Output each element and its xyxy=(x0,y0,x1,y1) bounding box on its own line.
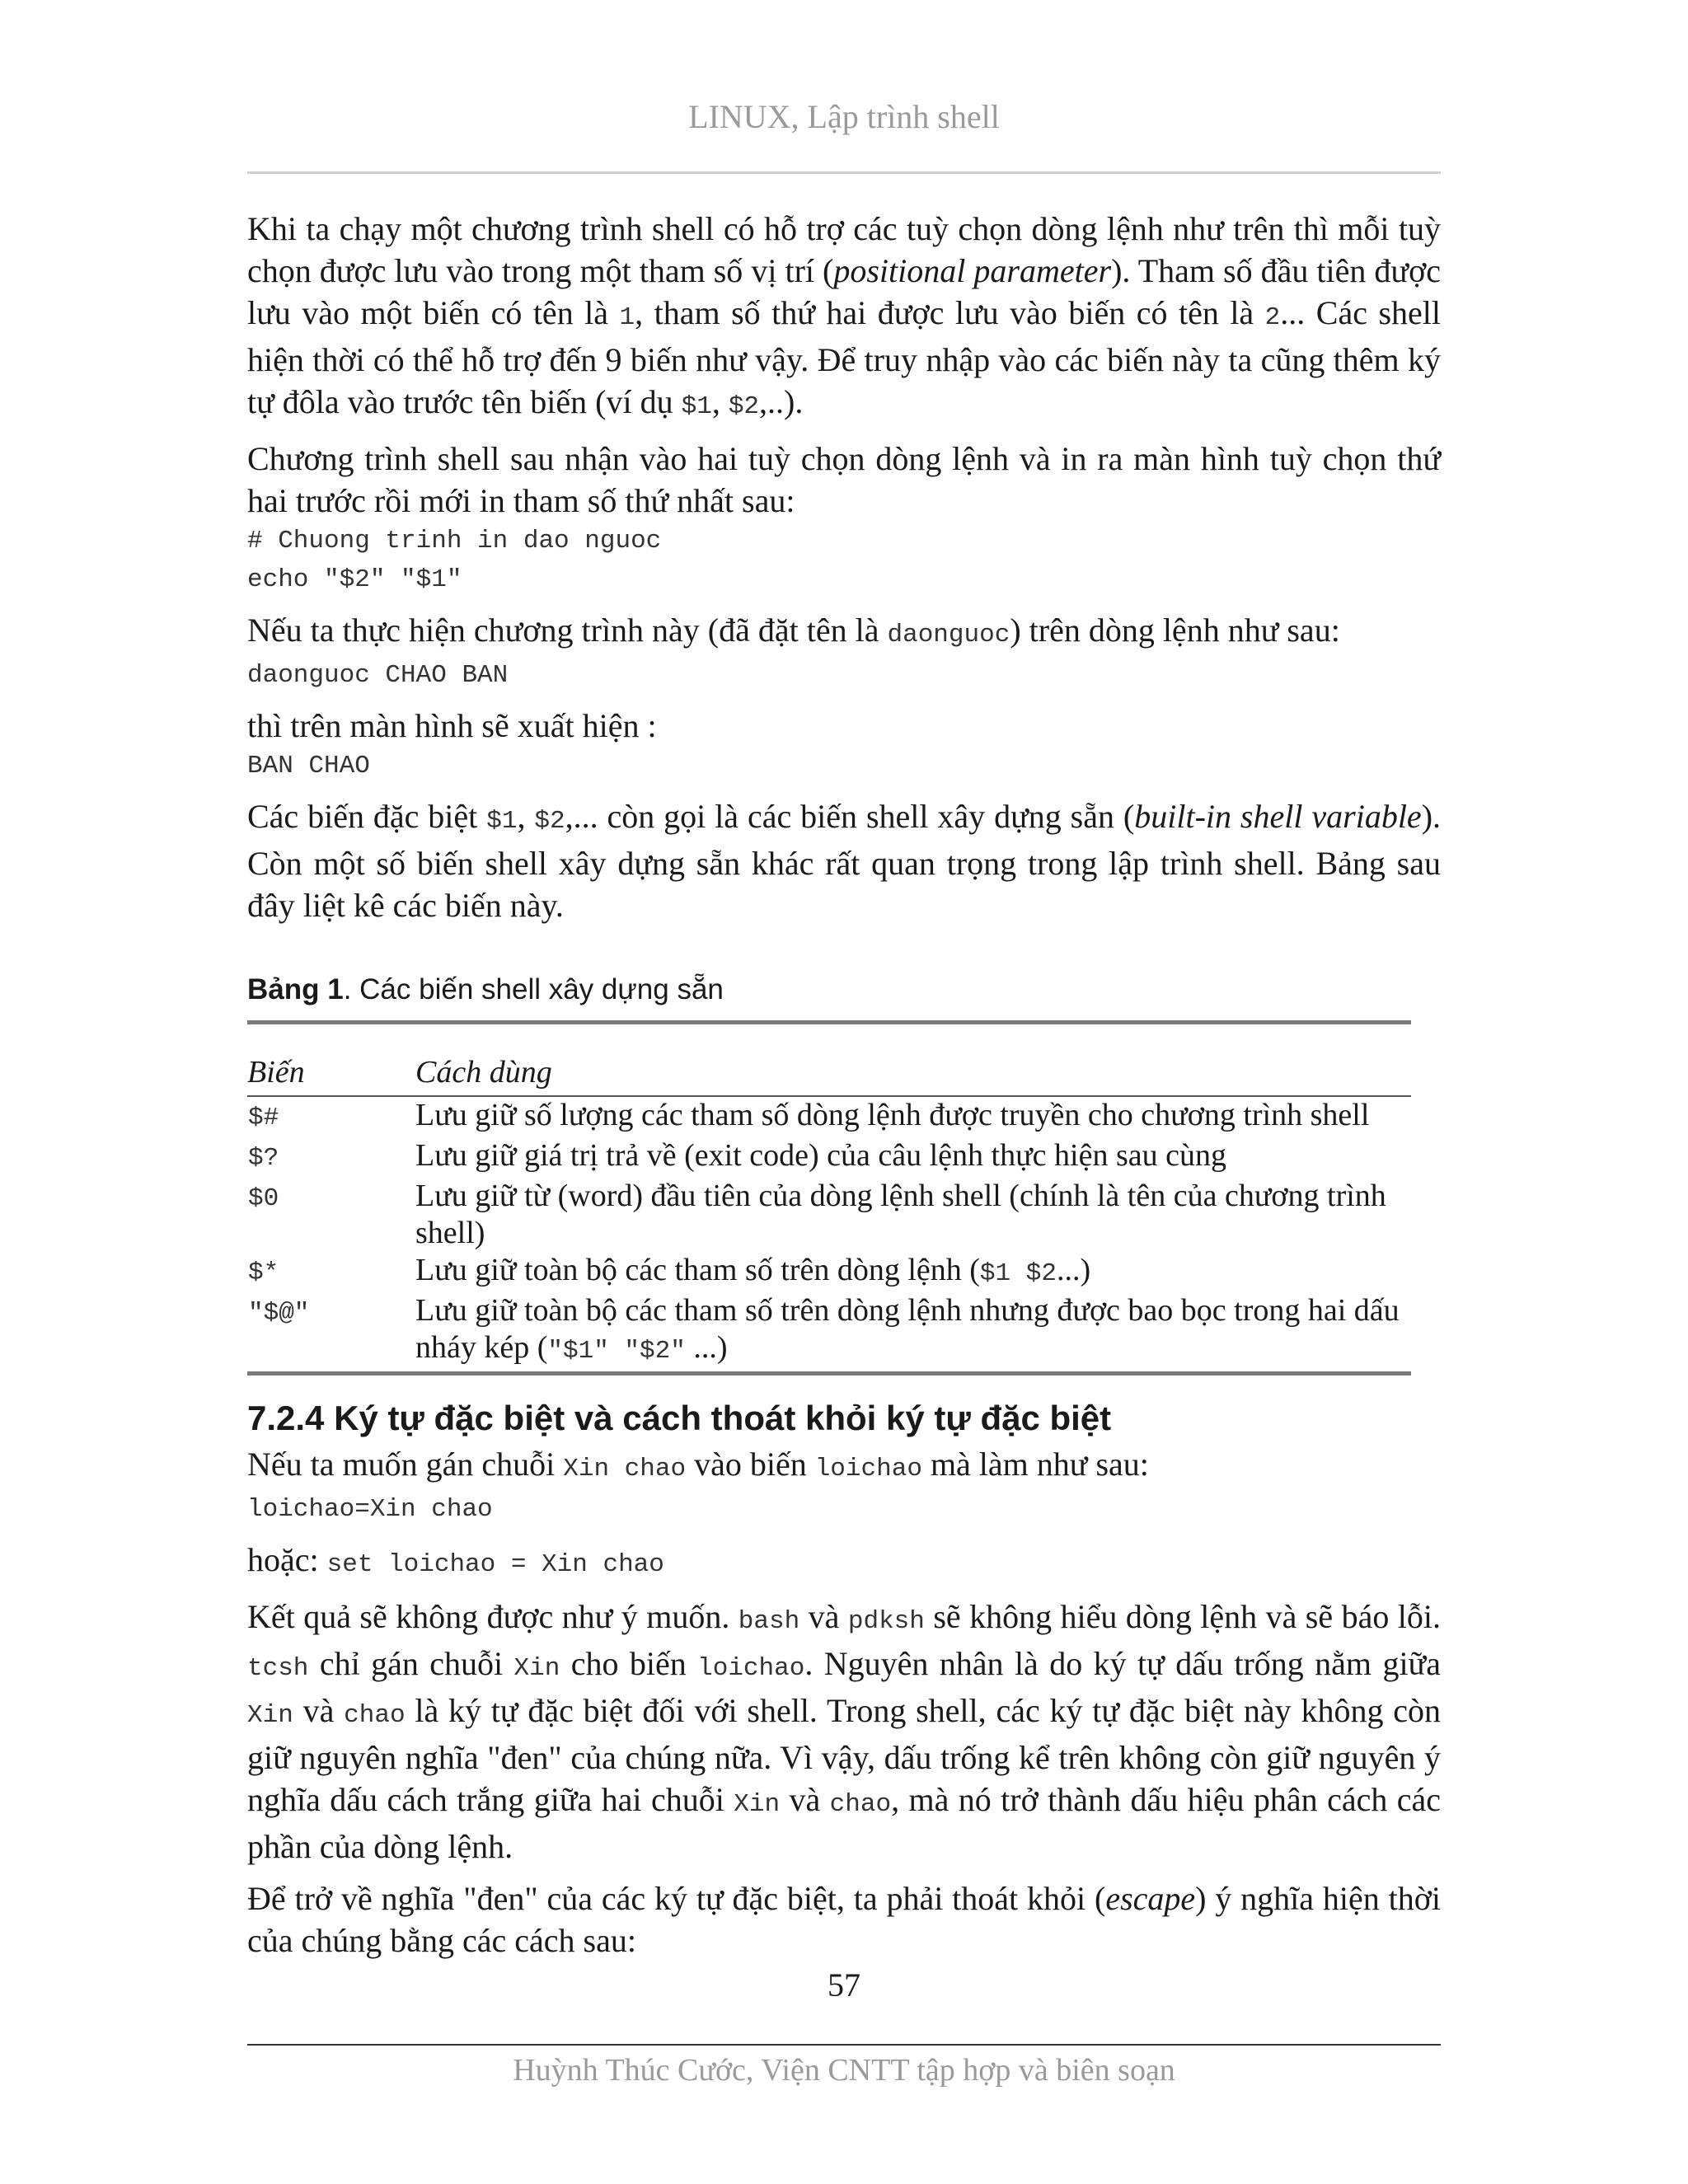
text: ). Còn một số biến shell xây dựng sẵn khác rất quan trọng trong lập trình shell. Bảng sau đây liệt kê các biến này. xyxy=(247,798,1442,924)
inline-code: Xin chao xyxy=(563,1455,687,1483)
header-rule xyxy=(247,171,1441,174)
paragraph-output-intro: thì trên màn hình sẽ xuất hiện : xyxy=(247,707,657,744)
inline-code: $1 $2 xyxy=(979,1259,1057,1288)
section-heading: 7.2.4 Ký tự đặc biệt và cách thoát khỏi ký tự đặc biệt xyxy=(247,1399,1112,1437)
inline-code: bash xyxy=(738,1607,800,1636)
text: , xyxy=(711,383,729,420)
column-header-variable: Biến xyxy=(247,1052,415,1096)
text: Các biến đặc biệt xyxy=(247,798,487,835)
text: và xyxy=(780,1781,830,1818)
text: chỉ gán chuỗi xyxy=(308,1645,514,1682)
inline-code: set loichao = Xin chao xyxy=(326,1550,664,1579)
text: sẽ không hiểu dòng lệnh và sẽ báo lỗi. xyxy=(924,1598,1441,1635)
text: , xyxy=(517,798,535,835)
inline-code: $2 xyxy=(534,807,565,836)
code-line: # Chuong trinh in dao nguoc xyxy=(247,527,662,555)
inline-code: 1 xyxy=(619,303,635,332)
text: và xyxy=(293,1692,345,1729)
column-header-usage: Cách dùng xyxy=(415,1052,1411,1096)
running-header: LINUX, Lập trình shell xyxy=(688,98,1000,135)
usage-cell xyxy=(415,1252,1411,1292)
text: cho biến xyxy=(560,1645,698,1682)
inline-code: chao xyxy=(344,1701,406,1730)
inline-code: pdksh xyxy=(847,1607,925,1636)
inline-code: 2 xyxy=(1264,303,1281,332)
text: vào biến xyxy=(686,1446,815,1483)
text: Nếu ta muốn gán chuỗi xyxy=(247,1446,564,1483)
caption-text: . Các biến shell xây dựng sẵn xyxy=(343,973,724,1005)
page-number: 57 xyxy=(828,1966,860,2004)
variable-cell: $0 xyxy=(248,1184,279,1213)
usage-cell: Lưu giữ giá trị trả về (exit code) của câu lệnh thực hiện sau cùng xyxy=(415,1138,1226,1173)
text: . Nguyên nhân là do ký tự dấu trống nằm giữa xyxy=(804,1645,1441,1682)
code-line: BAN CHAO xyxy=(247,752,370,780)
page-body xyxy=(247,208,1441,1961)
inline-code: loichao xyxy=(697,1654,805,1683)
italic-term: escape xyxy=(1105,1880,1196,1917)
paragraph-escape-intro xyxy=(247,1877,1441,1961)
text: và xyxy=(799,1598,848,1635)
code-line: echo "$2" "$1" xyxy=(247,565,462,594)
code-line: loichao=Xin chao xyxy=(247,1495,493,1524)
code-line: daonguoc CHAO BAN xyxy=(247,661,509,690)
footer-rule xyxy=(247,2044,1441,2046)
caption-label: Bảng 1 xyxy=(247,973,344,1005)
table-rule-cell xyxy=(247,1023,1411,1053)
text: ,..). xyxy=(759,383,804,420)
text: mà làm như sau: xyxy=(921,1446,1149,1483)
paragraph-program-intro: Chương trình shell sau nhận vào hai tuỳ chọn dòng lệnh và in ra màn hình tuỳ chọn thứ hai trước rồi mới in tham số thứ nhất sau: xyxy=(247,440,1441,519)
text: Nếu ta thực hiện chương trình này (đã đặt tên là xyxy=(247,612,888,649)
text: Lưu giữ toàn bộ các tham số trên dòng lệnh ( xyxy=(415,1253,980,1287)
usage-cell: Lưu giữ từ (word) đầu tiên của dòng lệnh shell (chính là tên của chương trình shell) xyxy=(415,1179,1386,1250)
paragraph-run-program xyxy=(247,609,1441,656)
paragraph-result-explanation xyxy=(247,1596,1441,1868)
paragraph-assign-string xyxy=(247,1443,1441,1490)
table-row xyxy=(247,1292,1411,1374)
usage-cell xyxy=(415,1292,1411,1374)
text: là ký tự đặc biệt đối với shell. Trong shell, các ký tự đặc biệt này không còn giữ nguyên nghĩa "đen" của chúng nữa. Vì vậy, dấu trống kể trên không còn giữ nguyên ý nghĩa dấu cách trắng giữa hai chuỗi xyxy=(247,1692,1441,1818)
variable-cell: $? xyxy=(248,1144,279,1173)
table-row xyxy=(247,1137,1411,1178)
inline-code: chao xyxy=(829,1790,892,1819)
text: ) trên dòng lệnh như sau: xyxy=(1010,612,1340,649)
inline-code: Xin xyxy=(513,1654,560,1683)
variable-cell: $* xyxy=(248,1258,279,1287)
table-row xyxy=(247,1252,1411,1292)
text: ... Các shell hiện thời có thể hỗ trợ đến 9 biến như vậy. Để truy nhập vào các biến này ta cũng thêm ký tự đôla vào trước tên biến (ví dụ xyxy=(247,294,1441,420)
inline-code: Xin xyxy=(247,1701,293,1730)
variable-cell: "$@" xyxy=(247,1292,415,1374)
table-row xyxy=(247,1178,1411,1252)
text: ...) xyxy=(1056,1253,1091,1287)
inline-code: $1 xyxy=(486,807,518,836)
builtin-variables-table xyxy=(247,1020,1411,1376)
paragraph-positional-params xyxy=(247,208,1441,428)
inline-code: loichao xyxy=(814,1455,922,1483)
text: ...) xyxy=(685,1330,728,1365)
text: , mà nó trở thành dấu hiệu phân cách các phần của dòng lệnh. xyxy=(247,1781,1442,1865)
paragraph-builtin-vars xyxy=(247,795,1441,926)
inline-code: $1 xyxy=(681,392,712,421)
text: Khi ta chạy một chương trình shell có hỗ trợ các tuỳ chọn dòng lệnh như trên thì mỗi tuỳ chọn được lưu vào trong một tham số vị trí ( xyxy=(247,210,1441,289)
inline-code: "$1" "$2" xyxy=(547,1337,686,1366)
text: ,... còn gọi là các biến shell xây dựng sẵn ( xyxy=(565,798,1135,835)
table-header-row xyxy=(247,1052,1411,1096)
usage-cell: Lưu giữ số lượng các tham số dòng lệnh được truyền cho chương trình shell xyxy=(415,1098,1370,1132)
italic-term: positional parameter xyxy=(833,252,1112,289)
inline-code: Xin xyxy=(734,1790,781,1819)
text: ) ý nghĩa hiện thời của chúng bằng các cách sau: xyxy=(247,1880,1441,1959)
italic-term: built-in shell variable xyxy=(1134,798,1422,835)
paragraph-or xyxy=(247,1539,1441,1586)
variable-cell: $# xyxy=(248,1104,279,1132)
table-caption xyxy=(247,971,1441,1009)
running-footer: Huỳnh Thúc Cước, Viện CNTT tập hợp và biên soạn xyxy=(513,2053,1175,2088)
table-row xyxy=(247,1096,1411,1137)
text: Lưu giữ toàn bộ các tham số trên dòng lệnh nhưng được bao bọc trong hai dấu nháy kép ( xyxy=(415,1293,1400,1365)
text: Kết quả sẽ không được như ý muốn. xyxy=(247,1598,738,1635)
text: hoặc: xyxy=(247,1541,327,1578)
text: , tham số thứ hai được lưu vào biến có tên là xyxy=(635,294,1265,331)
inline-code: $2 xyxy=(728,392,760,421)
inline-code: tcsh xyxy=(247,1654,309,1683)
inline-code: daonguoc xyxy=(887,621,1010,649)
text: Để trở về nghĩa "đen" của các ký tự đặc biệt, ta phải thoát khỏi ( xyxy=(247,1880,1106,1917)
table-top-rule xyxy=(247,1023,1411,1053)
text: ). Tham số đầu tiên được lưu vào một biến có tên là xyxy=(247,252,1441,331)
